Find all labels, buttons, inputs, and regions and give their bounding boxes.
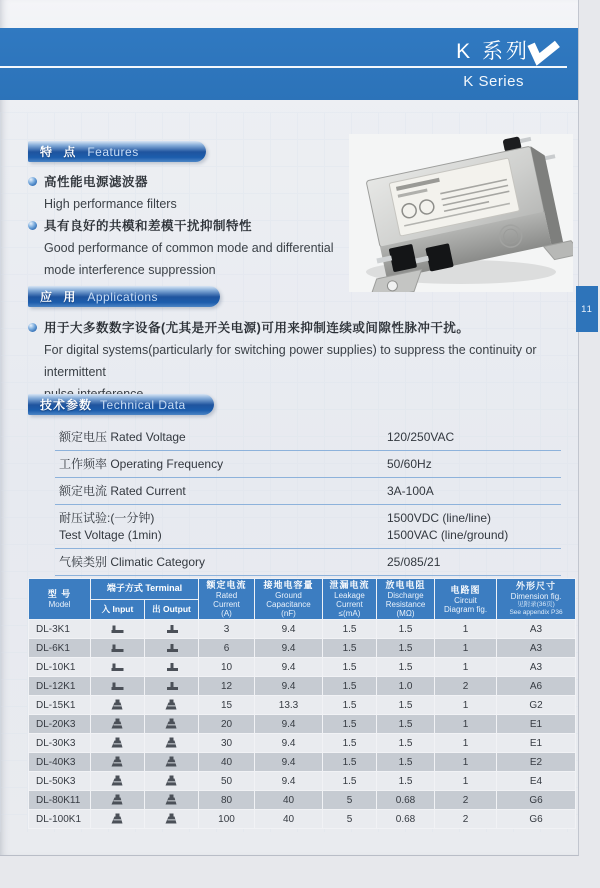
dimension-cell: E1 [497,715,576,734]
screw-terminal-icon [165,718,178,730]
model-table-row [29,696,576,715]
output-terminal-cell [145,753,199,772]
item-text-cn: 用于大多数数字设备(尤其是开关电源)可用来抑制连续或间隙性脉冲干扰。 [44,321,470,335]
text-line [28,171,358,193]
model-cell: DL-30K3 [29,734,91,753]
model-cell: DL-12K1 [29,677,91,696]
rated-current-cell: 3 [199,620,255,639]
applications-title-cn: 应 用 [40,290,80,304]
series-banner [0,28,578,100]
series-title-cn: K 系列 [456,40,530,63]
tab-terminal-in-icon [111,623,125,634]
tech-value: 1500VDC (line/line) 1500VAC (line/ground) [387,511,509,542]
tab-terminal-in-icon [111,642,125,653]
output-terminal-cell [145,734,199,753]
discharge-resistance-cell: 1.5 [377,772,435,791]
input-terminal-cell [91,791,145,810]
ground-capacitance-cell: 9.4 [255,658,323,677]
item-text-cn: 具有良好的共模和差模干扰抑制特性 [44,219,253,233]
discharge-resistance-cell: 0.68 [377,791,435,810]
text-line [28,237,358,259]
discharge-resistance-cell: 1.5 [377,658,435,677]
discharge-resistance-cell: 0.68 [377,810,435,829]
input-terminal-cell [91,772,145,791]
features-list [28,171,358,281]
ground-capacitance-cell: 9.4 [255,677,323,696]
series-arrow-icon [526,39,560,67]
circuit-diagram-cell: 1 [435,753,497,772]
tech-table-row [55,505,561,549]
input-terminal-cell [91,677,145,696]
circuit-diagram-cell: 2 [435,791,497,810]
circuit-diagram-cell: 1 [435,658,497,677]
features-header [28,141,206,162]
screw-terminal-icon [111,756,124,768]
tab-terminal-out-icon [165,661,179,672]
text-line [28,259,358,281]
screw-terminal-icon [165,813,178,825]
model-cell: DL-10K1 [29,658,91,677]
dimension-cell: A3 [497,658,576,677]
header-terminal-in: 入 Input [91,599,145,620]
dimension-cell: G6 [497,810,576,829]
leakage-current-cell: 1.5 [323,639,377,658]
tech-table-row [55,478,561,505]
model-table-row [29,753,576,772]
rated-current-cell: 80 [199,791,255,810]
output-terminal-cell [145,791,199,810]
features-title-cn: 特 点 [40,145,80,159]
technical-title-cn: 技术参数 [40,398,93,412]
model-table-row [29,772,576,791]
discharge-resistance-cell: 1.5 [377,620,435,639]
series-title-en: K Series [463,73,524,90]
model-table-row [29,715,576,734]
output-terminal-cell [145,810,199,829]
text-line [28,339,558,383]
input-terminal-cell [91,639,145,658]
leakage-current-cell: 1.5 [323,677,377,696]
circuit-diagram-cell: 2 [435,810,497,829]
rated-current-cell: 15 [199,696,255,715]
ground-capacitance-cell: 9.4 [255,734,323,753]
item-text-en: For digital systems(particularly for switching power supplies) to suppress the continuity or intermittent [44,343,537,379]
screw-terminal-icon [111,775,124,787]
input-terminal-cell [91,734,145,753]
screw-terminal-icon [165,699,178,711]
header-terminal-group: 端子方式 Terminal [91,579,199,600]
leakage-current-cell: 5 [323,810,377,829]
model-table-row [29,658,576,677]
circuit-diagram-cell: 1 [435,734,497,753]
tab-terminal-out-icon [165,680,179,691]
leakage-current-cell: 1.5 [323,753,377,772]
tech-label: 耐压试验:(一分钟) Test Voltage (1min) [59,511,162,542]
tech-label: 工作频率 Operating Frequency [59,457,224,471]
tech-value: 120/250VAC [387,430,455,444]
tab-terminal-in-icon [111,661,125,672]
item-text-cn: 高性能电源滤波器 [44,175,149,189]
ground-capacitance-cell: 9.4 [255,620,323,639]
header-circuit-diagram: 电路图 Circuit Diagram fig. [435,579,497,620]
output-terminal-cell [145,696,199,715]
header-ground-capacitance: 接地电容量 Ground Capacitance (nF) [255,579,323,620]
model-cell: DL-80K11 [29,791,91,810]
input-terminal-cell [91,620,145,639]
dimension-cell: A6 [497,677,576,696]
header-terminal-out: 出 Output [145,599,199,620]
leakage-current-cell: 5 [323,791,377,810]
tab-terminal-out-icon [165,642,179,653]
technical-data-table [55,424,561,576]
dimension-cell: A3 [497,620,576,639]
technical-data-header [28,394,214,415]
item-text-en: Good performance of common mode and differential [44,241,334,255]
circuit-diagram-cell: 1 [435,772,497,791]
tech-value: 25/085/21 [387,555,441,569]
rated-current-cell: 12 [199,677,255,696]
leakage-current-cell: 1.5 [323,772,377,791]
screw-terminal-icon [165,775,178,787]
product-photo [349,134,573,292]
model-table-row [29,677,576,696]
input-terminal-cell [91,658,145,677]
tech-table-row [55,549,561,576]
header-discharge-resistance: 放电电阻 Discharge Resistance (MΩ) [377,579,435,620]
leakage-current-cell: 1.5 [323,696,377,715]
tech-label: 气候类别 Climatic Category [59,555,206,569]
leakage-current-cell: 1.5 [323,658,377,677]
rated-current-cell: 40 [199,753,255,772]
output-terminal-cell [145,620,199,639]
banner-divider [0,66,567,68]
model-cell: DL-6K1 [29,639,91,658]
discharge-resistance-cell: 1.5 [377,696,435,715]
output-terminal-cell [145,772,199,791]
circuit-diagram-cell: 1 [435,715,497,734]
ground-capacitance-cell: 13.3 [255,696,323,715]
text-line [28,317,558,339]
rated-current-cell: 20 [199,715,255,734]
ground-capacitance-cell: 9.4 [255,715,323,734]
tech-label: 额定电压 Rated Voltage [59,430,186,444]
ground-capacitance-cell: 9.4 [255,772,323,791]
screw-terminal-icon [111,813,124,825]
page-number-tab [576,286,598,332]
leakage-current-cell: 1.5 [323,734,377,753]
technical-title-en: Technical Data [100,397,186,412]
output-terminal-cell [145,715,199,734]
dimension-cell: E2 [497,753,576,772]
rated-current-cell: 10 [199,658,255,677]
dimension-cell: G6 [497,791,576,810]
discharge-resistance-cell: 1.5 [377,715,435,734]
model-table-row [29,639,576,658]
screw-terminal-icon [111,718,124,730]
ground-capacitance-cell: 40 [255,791,323,810]
bullet-icon [28,177,37,186]
page-number: 11 [581,303,593,315]
dimension-cell: A3 [497,639,576,658]
input-terminal-cell [91,753,145,772]
input-terminal-cell [91,810,145,829]
ground-capacitance-cell: 9.4 [255,639,323,658]
input-terminal-cell [91,696,145,715]
dimension-cell: E1 [497,734,576,753]
header-dimension: 外形尺寸 Dimension fig. 见附录(36页) See appendix P36 [497,579,576,620]
ground-capacitance-cell: 9.4 [255,753,323,772]
screw-terminal-icon [111,737,124,749]
model-cell: DL-50K3 [29,772,91,791]
output-terminal-cell [145,639,199,658]
discharge-resistance-cell: 1.5 [377,734,435,753]
rated-current-cell: 30 [199,734,255,753]
model-table-header-row1 [29,579,576,600]
tech-table-row [55,451,561,478]
rated-current-cell: 50 [199,772,255,791]
tech-table-row [55,424,561,451]
tech-value: 50/60Hz [387,457,432,471]
item-text-en: mode interference suppression [44,263,216,277]
applications-title-en: Applications [87,289,159,304]
screw-terminal-icon [111,794,124,806]
dimension-cell: G2 [497,696,576,715]
applications-list [28,317,558,405]
model-table-row [29,791,576,810]
model-table-row [29,620,576,639]
tech-label: 额定电流 Rated Current [59,484,186,498]
ground-capacitance-cell: 40 [255,810,323,829]
input-terminal-cell [91,715,145,734]
rated-current-cell: 6 [199,639,255,658]
screw-terminal-icon [111,699,124,711]
features-title-en: Features [87,144,139,159]
output-terminal-cell [145,658,199,677]
circuit-diagram-cell: 1 [435,639,497,658]
circuit-diagram-cell: 1 [435,696,497,715]
circuit-diagram-cell: 2 [435,677,497,696]
output-terminal-cell [145,677,199,696]
model-cell: DL-3K1 [29,620,91,639]
item-text-en: High performance filters [44,197,177,211]
header-model: 型 号 Model [29,579,91,620]
model-table-row [29,734,576,753]
model-cell: DL-20K3 [29,715,91,734]
discharge-resistance-cell: 1.0 [377,677,435,696]
text-line [28,193,358,215]
header-leakage-current: 泄漏电流 Leakage Current ≤(mA) [323,579,377,620]
tech-value: 3A-100A [387,484,434,498]
applications-header [28,286,220,307]
model-cell: DL-15K1 [29,696,91,715]
screw-terminal-icon [165,737,178,749]
model-cell: DL-100K1 [29,810,91,829]
tab-terminal-out-icon [165,623,179,634]
screw-terminal-icon [165,794,178,806]
tab-terminal-in-icon [111,680,125,691]
bullet-icon [28,221,37,230]
circuit-diagram-cell: 1 [435,620,497,639]
rated-current-cell: 100 [199,810,255,829]
leakage-current-cell: 1.5 [323,715,377,734]
leakage-current-cell: 1.5 [323,620,377,639]
model-table-row [29,810,576,829]
model-cell: DL-40K3 [29,753,91,772]
discharge-resistance-cell: 1.5 [377,639,435,658]
header-rated-current: 额定电流 Rated Current (A) [199,579,255,620]
discharge-resistance-cell: 1.5 [377,753,435,772]
model-table [28,578,576,829]
dimension-cell: E4 [497,772,576,791]
bullet-icon [28,323,37,332]
screw-terminal-icon [165,756,178,768]
text-line [28,215,358,237]
